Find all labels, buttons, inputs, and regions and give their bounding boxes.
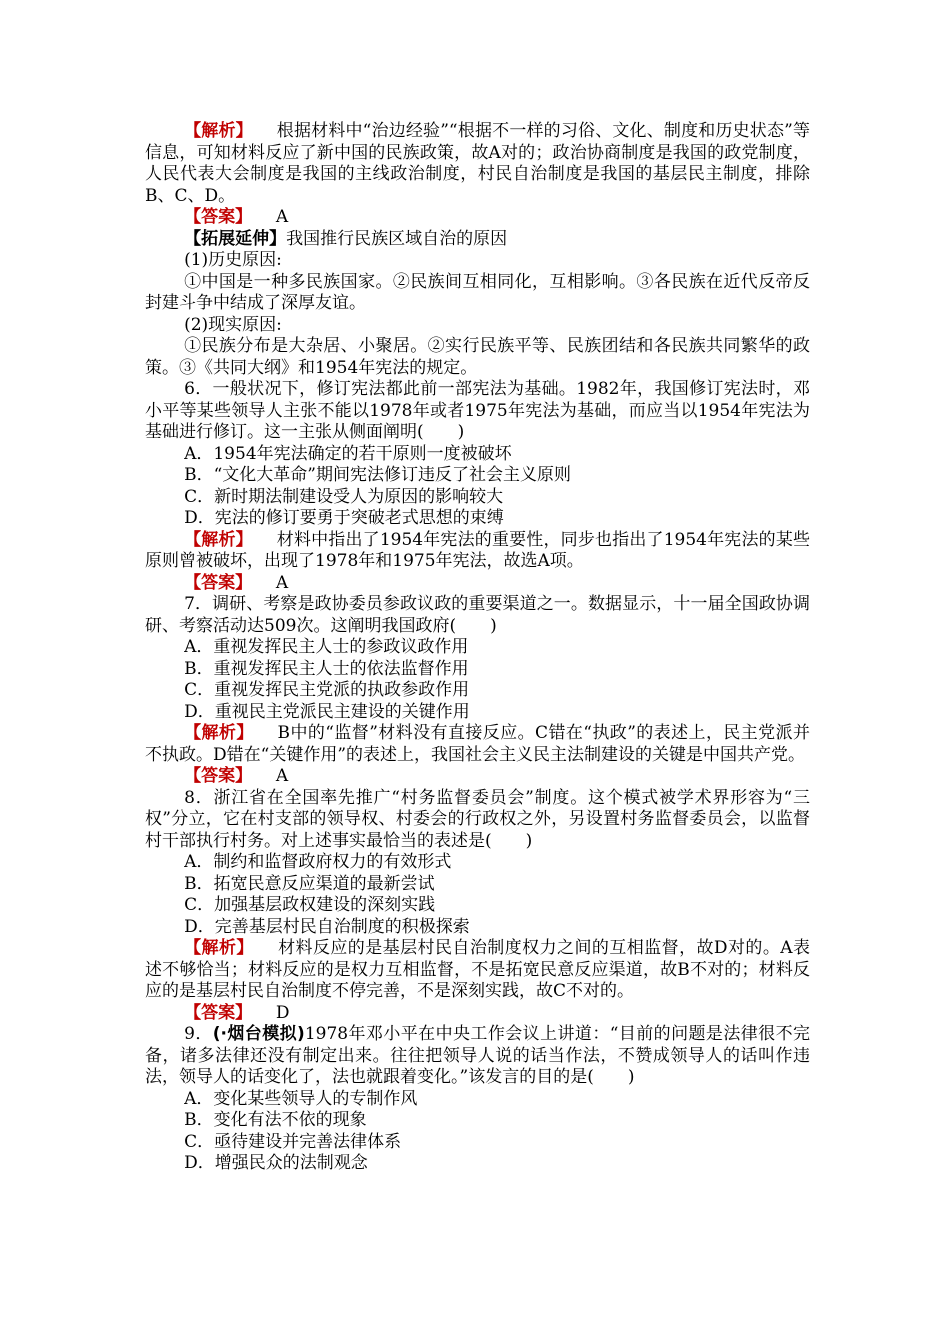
question-6-option-c: C．新时期法制建设受人为原因的影响较大 — [184, 486, 504, 507]
analysis-tag: 【解析】 — [184, 938, 254, 958]
question-9-number: 9． — [184, 1024, 213, 1044]
analysis-6 — [145, 530, 810, 573]
answer-8 — [145, 1003, 810, 1025]
document-page — [145, 121, 810, 1175]
question-7-stem: 7．调研、考察是政协委员参政议政的重要渠道之一。数据显示，十一届全国政协调研、考察活动达509次。这阐明我国政府( ) — [145, 594, 810, 636]
answer-tag: 【答案】 — [184, 766, 253, 786]
question-7-option-b: B．重视发挥民主人士的依法监督作用 — [184, 658, 469, 679]
extension-paragraph-1: ①中国是一种多民族国家。②民族间互相同化，互相影响。③各民族在近代反帝反封建斗争中结成了深厚友谊。 — [145, 271, 810, 313]
answer-6 — [145, 573, 810, 595]
answer-tag: 【答案】 — [184, 207, 253, 227]
analysis-8 — [145, 938, 810, 1003]
answer-value: A — [275, 207, 289, 227]
analysis-text: 材料中指出了1954年宪法的重要性，同步也指出了1954年宪法的某些原则曾被破坏，出现了1978年和1975年宪法，故选A项。 — [145, 529, 811, 571]
question-9-source: (·烟台模拟) — [212, 1024, 305, 1044]
analysis-5 — [145, 121, 810, 207]
question-9-option-c: C．亟待建设并完善法律体系 — [184, 1131, 402, 1152]
extension-subheading-2: (2)现实原因: — [184, 314, 282, 335]
analysis-tag: 【解析】 — [184, 723, 254, 743]
answer-value: D — [275, 1002, 290, 1023]
question-6-option-d: D．宪法的修订要勇于突破老式思想的束缚 — [184, 508, 504, 528]
analysis-tag: 【解析】 — [184, 121, 253, 141]
extension-tag: 【拓展延伸】 — [184, 228, 287, 249]
question-8-option-b: B．拓宽民意反应渠道的最新尝试 — [184, 873, 435, 894]
question-7-option-a: A．重视发挥民主人士的参政议政作用 — [184, 637, 469, 657]
answer-value: A — [275, 572, 289, 593]
answer-value: A — [275, 766, 289, 786]
question-6-stem: 6．一般状况下，修订宪法都此前一部宪法为基础。1982年，我国修订宪法时，邓小平等某些领导人主张不能以1978年或者1975年宪法为基础，而应当以1954年宪法为基础进行修订。这一主张从侧面阐明( ) — [145, 379, 810, 442]
question-6-option-a: A．1954年宪法确定的若干原则一度被破坏 — [184, 443, 512, 464]
analysis-text: 材料反应的是基层村民自治制度权力之间的互相监督，故D对的。A表述不够恰当；材料反应的是权力互相监督，不是拓宽民意反应渠道，故B不对的；材料反应的是基层村民自治制度不停完善，不是深刻实践，故C不对的。 — [145, 938, 811, 1001]
answer-5 — [145, 207, 810, 229]
question-8-option-a: A．制约和监督政府权力的有效形式 — [184, 852, 452, 872]
analysis-7 — [145, 723, 810, 766]
extension-paragraph-2: ①民族分布是大杂居、小聚居。②实行民族平等、民族团结和各民族共同繁华的政策。③《共同大纲》和1954年宪法的规定。 — [145, 336, 810, 378]
answer-tag: 【答案】 — [184, 1002, 253, 1023]
analysis-tag: 【解析】 — [184, 529, 253, 550]
answer-7 — [145, 766, 810, 788]
question-8-stem: 8．浙江省在全国率先推广“村务监督委员会”制度。这个模式被学术界形容为“三权”分立，它在村支部的领导权、村委会的行政权之外，另设置村务监督委员会，以监督村干部执行村务。对上述事实最恰当的表述是( ) — [145, 787, 810, 851]
extension-heading — [145, 229, 810, 251]
question-7-option-d: D．重视民主党派民主建设的关键作用 — [184, 701, 470, 722]
question-8-option-d: D．完善基层村民自治制度的积极探索 — [184, 916, 470, 937]
question-9-stem — [145, 1024, 810, 1089]
question-9-option-d: D．增强民众的法制观念 — [184, 1153, 368, 1173]
question-6-option-b: B．“文化大革命”期间宪法修订违反了社会主义原则 — [184, 465, 571, 485]
question-7-option-c: C．重视发挥民主党派的执政参政作用 — [184, 680, 470, 700]
extension-title: 我国推行民族区域自治的原因 — [286, 228, 508, 249]
analysis-text: B中的“监督”材料没有直接反应。C错在“执政”的表述上，民主党派并不执政。D错在“关键作用”的表述上，我国社会主义民主法制建设的关键是中国共产党。 — [145, 723, 811, 765]
question-9-text: 1978年邓小平在中央工作会议上讲道：“目前的问题是法律很不完备，诸多法律还没有制定出来。往往把领导人说的话当作法，不赞成领导人的话叫作违法，领导人的话变化了，法也就跟着变化。”该发言的目的是( ) — [145, 1024, 810, 1087]
question-9-option-a: A．变化某些领导人的专制作风 — [184, 1088, 418, 1109]
question-8-option-c: C．加强基层政权建设的深刻实践 — [184, 895, 436, 915]
question-9-option-b: B．变化有法不依的现象 — [184, 1110, 367, 1130]
answer-tag: 【答案】 — [184, 572, 253, 593]
analysis-text: 根据材料中“治边经验”“根据不一样的习俗、文化、制度和历史状态”等信息，可知材料反应了新中国的民族政策，故A对的；政治协商制度是我国的政党制度，人民代表大会制度是我国的主线政治制度，村民自治制度是我国的基层民主制度，排除B、C、D。 — [145, 121, 811, 206]
extension-subheading-1: (1)历史原因: — [184, 250, 282, 270]
